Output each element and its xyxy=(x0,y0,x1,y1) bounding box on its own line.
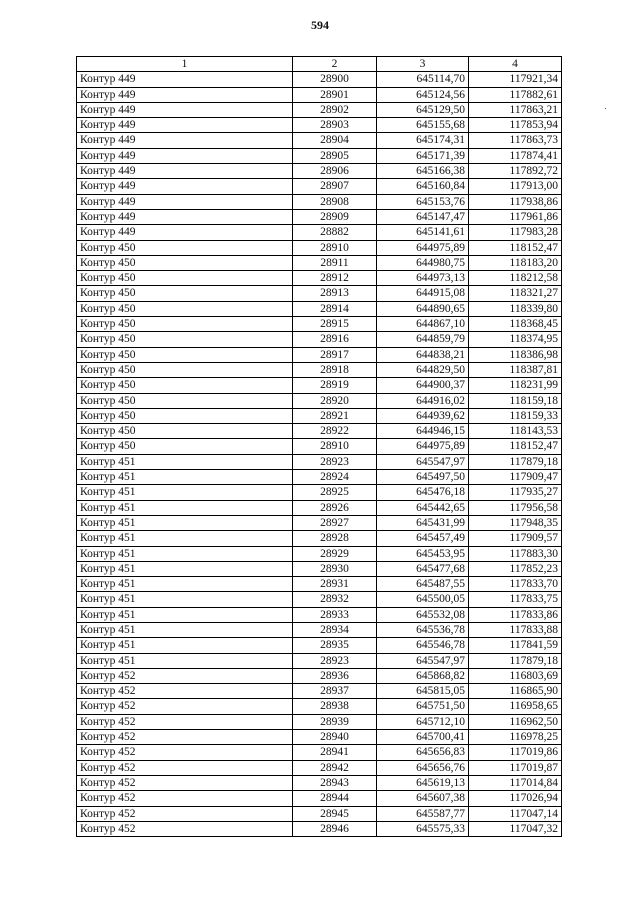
contour-name-cell: Контур 451 xyxy=(77,638,293,653)
x-coordinate-cell: 645546,78 xyxy=(377,638,469,653)
table-row xyxy=(77,393,562,408)
point-number-cell: 28921 xyxy=(293,408,377,423)
y-coordinate-cell: 116803,69 xyxy=(469,668,562,683)
y-coordinate-cell: 118152,47 xyxy=(469,240,562,255)
contour-name-cell: Контур 449 xyxy=(77,72,293,87)
contour-name-cell: Контур 450 xyxy=(77,362,293,377)
y-coordinate-cell: 118143,53 xyxy=(469,424,562,439)
contour-name-cell: Контур 450 xyxy=(77,317,293,332)
table-row xyxy=(77,821,562,836)
table-row xyxy=(77,72,562,87)
x-coordinate-cell: 645497,50 xyxy=(377,470,469,485)
point-number-cell: 28944 xyxy=(293,791,377,806)
y-coordinate-cell: 117833,86 xyxy=(469,607,562,622)
table-row xyxy=(77,699,562,714)
y-coordinate-cell: 117909,47 xyxy=(469,470,562,485)
column-header-1: 1 xyxy=(77,57,293,72)
x-coordinate-cell: 645547,97 xyxy=(377,653,469,668)
contour-name-cell: Контур 450 xyxy=(77,271,293,286)
column-header-2: 2 xyxy=(293,57,377,72)
y-coordinate-cell: 117956,58 xyxy=(469,500,562,515)
table-row xyxy=(77,500,562,515)
contour-name-cell: Контур 450 xyxy=(77,424,293,439)
y-coordinate-cell: 116958,65 xyxy=(469,699,562,714)
x-coordinate-cell: 645453,95 xyxy=(377,546,469,561)
x-coordinate-cell: 645477,68 xyxy=(377,561,469,576)
x-coordinate-cell: 644946,15 xyxy=(377,424,469,439)
contour-name-cell: Контур 450 xyxy=(77,439,293,454)
contour-name-cell: Контур 452 xyxy=(77,684,293,699)
table-row xyxy=(77,775,562,790)
point-number-cell: 28936 xyxy=(293,668,377,683)
contour-name-cell: Контур 452 xyxy=(77,821,293,836)
point-number-cell: 28922 xyxy=(293,424,377,439)
point-number-cell: 28931 xyxy=(293,577,377,592)
contour-name-cell: Контур 452 xyxy=(77,791,293,806)
table-row xyxy=(77,684,562,699)
x-coordinate-cell: 645532,08 xyxy=(377,607,469,622)
x-coordinate-cell: 644867,10 xyxy=(377,317,469,332)
coordinates-table xyxy=(76,56,562,837)
y-coordinate-cell: 117853,94 xyxy=(469,118,562,133)
point-number-cell: 28930 xyxy=(293,561,377,576)
table-row xyxy=(77,102,562,117)
table-row xyxy=(77,148,562,163)
contour-name-cell: Контур 449 xyxy=(77,133,293,148)
x-coordinate-cell: 644900,37 xyxy=(377,378,469,393)
point-number-cell: 28912 xyxy=(293,271,377,286)
point-number-cell: 28916 xyxy=(293,332,377,347)
y-coordinate-cell: 118386,98 xyxy=(469,347,562,362)
contour-name-cell: Контур 452 xyxy=(77,714,293,729)
contour-name-cell: Контур 449 xyxy=(77,148,293,163)
x-coordinate-cell: 645487,55 xyxy=(377,577,469,592)
y-coordinate-cell: 117892,72 xyxy=(469,164,562,179)
x-coordinate-cell: 645656,76 xyxy=(377,760,469,775)
y-coordinate-cell: 116962,50 xyxy=(469,714,562,729)
contour-name-cell: Контур 449 xyxy=(77,164,293,179)
x-coordinate-cell: 645114,70 xyxy=(377,72,469,87)
y-coordinate-cell: 118212,58 xyxy=(469,271,562,286)
contour-name-cell: Контур 451 xyxy=(77,546,293,561)
table-row xyxy=(77,240,562,255)
table-row xyxy=(77,271,562,286)
x-coordinate-cell: 645147,47 xyxy=(377,209,469,224)
y-coordinate-cell: 118374,95 xyxy=(469,332,562,347)
contour-name-cell: Контур 449 xyxy=(77,179,293,194)
table-row xyxy=(77,301,562,316)
table-row xyxy=(77,638,562,653)
point-number-cell: 28933 xyxy=(293,607,377,622)
contour-name-cell: Контур 452 xyxy=(77,668,293,683)
point-number-cell: 28926 xyxy=(293,500,377,515)
x-coordinate-cell: 644975,89 xyxy=(377,439,469,454)
x-coordinate-cell: 645587,77 xyxy=(377,806,469,821)
contour-name-cell: Контур 450 xyxy=(77,240,293,255)
contour-name-cell: Контур 449 xyxy=(77,118,293,133)
table-row xyxy=(77,286,562,301)
point-number-cell: 28943 xyxy=(293,775,377,790)
table-row xyxy=(77,378,562,393)
table-row xyxy=(77,164,562,179)
page-number: 594 xyxy=(311,18,329,32)
x-coordinate-cell: 645536,78 xyxy=(377,622,469,637)
y-coordinate-cell: 117019,87 xyxy=(469,760,562,775)
contour-name-cell: Контур 450 xyxy=(77,393,293,408)
contour-name-cell: Контур 451 xyxy=(77,577,293,592)
x-coordinate-cell: 645457,49 xyxy=(377,531,469,546)
point-number-cell: 28901 xyxy=(293,87,377,102)
table-row xyxy=(77,546,562,561)
contour-name-cell: Контур 452 xyxy=(77,745,293,760)
point-number-cell: 28934 xyxy=(293,622,377,637)
y-coordinate-cell: 118321,27 xyxy=(469,286,562,301)
y-coordinate-cell: 117863,21 xyxy=(469,102,562,117)
point-number-cell: 28904 xyxy=(293,133,377,148)
column-header-3: 3 xyxy=(377,57,469,72)
point-number-cell: 28908 xyxy=(293,194,377,209)
table-row xyxy=(77,332,562,347)
contour-name-cell: Контур 452 xyxy=(77,730,293,745)
y-coordinate-cell: 117014,84 xyxy=(469,775,562,790)
contour-name-cell: Контур 451 xyxy=(77,515,293,530)
table-row xyxy=(77,745,562,760)
table-row xyxy=(77,592,562,607)
contour-name-cell: Контур 451 xyxy=(77,561,293,576)
x-coordinate-cell: 645575,33 xyxy=(377,821,469,836)
point-number-cell: 28882 xyxy=(293,225,377,240)
x-coordinate-cell: 645815,05 xyxy=(377,684,469,699)
x-coordinate-cell: 645153,76 xyxy=(377,194,469,209)
contour-name-cell: Контур 450 xyxy=(77,347,293,362)
y-coordinate-cell: 116865,90 xyxy=(469,684,562,699)
y-coordinate-cell: 118339,80 xyxy=(469,301,562,316)
x-coordinate-cell: 645171,39 xyxy=(377,148,469,163)
y-coordinate-cell: 117833,70 xyxy=(469,577,562,592)
contour-name-cell: Контур 449 xyxy=(77,87,293,102)
point-number-cell: 28915 xyxy=(293,317,377,332)
point-number-cell: 28939 xyxy=(293,714,377,729)
table-header-row xyxy=(77,57,562,72)
x-coordinate-cell: 644980,75 xyxy=(377,255,469,270)
y-coordinate-cell: 117841,59 xyxy=(469,638,562,653)
table-row xyxy=(77,118,562,133)
point-number-cell: 28937 xyxy=(293,684,377,699)
x-coordinate-cell: 645174,31 xyxy=(377,133,469,148)
table-row xyxy=(77,87,562,102)
x-coordinate-cell: 645751,50 xyxy=(377,699,469,714)
point-number-cell: 28940 xyxy=(293,730,377,745)
x-coordinate-cell: 644916,02 xyxy=(377,393,469,408)
x-coordinate-cell: 645166,38 xyxy=(377,164,469,179)
point-number-cell: 28932 xyxy=(293,592,377,607)
table-body xyxy=(77,72,562,837)
x-coordinate-cell: 645607,38 xyxy=(377,791,469,806)
table-row xyxy=(77,485,562,500)
x-coordinate-cell: 645712,10 xyxy=(377,714,469,729)
y-coordinate-cell: 117852,23 xyxy=(469,561,562,576)
y-coordinate-cell: 117019,86 xyxy=(469,745,562,760)
y-coordinate-cell: 117874,41 xyxy=(469,148,562,163)
x-coordinate-cell: 644973,13 xyxy=(377,271,469,286)
x-coordinate-cell: 645431,99 xyxy=(377,515,469,530)
x-coordinate-cell: 645619,13 xyxy=(377,775,469,790)
point-number-cell: 28941 xyxy=(293,745,377,760)
point-number-cell: 28910 xyxy=(293,240,377,255)
table-row xyxy=(77,622,562,637)
x-coordinate-cell: 645868,82 xyxy=(377,668,469,683)
x-coordinate-cell: 645160,84 xyxy=(377,179,469,194)
contour-name-cell: Контур 449 xyxy=(77,194,293,209)
point-number-cell: 28923 xyxy=(293,653,377,668)
point-number-cell: 28910 xyxy=(293,439,377,454)
point-number-cell: 28903 xyxy=(293,118,377,133)
y-coordinate-cell: 117833,75 xyxy=(469,592,562,607)
contour-name-cell: Контур 451 xyxy=(77,485,293,500)
x-coordinate-cell: 645500,05 xyxy=(377,592,469,607)
point-number-cell: 28902 xyxy=(293,102,377,117)
y-coordinate-cell: 118159,18 xyxy=(469,393,562,408)
table-row xyxy=(77,133,562,148)
x-coordinate-cell: 645476,18 xyxy=(377,485,469,500)
contour-name-cell: Контур 450 xyxy=(77,286,293,301)
y-coordinate-cell: 117961,86 xyxy=(469,209,562,224)
table-row xyxy=(77,179,562,194)
y-coordinate-cell: 117882,61 xyxy=(469,87,562,102)
y-coordinate-cell: 117983,28 xyxy=(469,225,562,240)
table-row xyxy=(77,577,562,592)
contour-name-cell: Контур 449 xyxy=(77,209,293,224)
table-row xyxy=(77,760,562,775)
point-number-cell: 28928 xyxy=(293,531,377,546)
y-coordinate-cell: 117833,88 xyxy=(469,622,562,637)
point-number-cell: 28907 xyxy=(293,179,377,194)
margin-mark xyxy=(605,108,606,109)
table-row xyxy=(77,454,562,469)
table-row xyxy=(77,730,562,745)
y-coordinate-cell: 117047,32 xyxy=(469,821,562,836)
contour-name-cell: Контур 450 xyxy=(77,301,293,316)
table-row xyxy=(77,317,562,332)
point-number-cell: 28911 xyxy=(293,255,377,270)
contour-name-cell: Контур 450 xyxy=(77,255,293,270)
x-coordinate-cell: 644859,79 xyxy=(377,332,469,347)
table-row xyxy=(77,225,562,240)
y-coordinate-cell: 118368,45 xyxy=(469,317,562,332)
y-coordinate-cell: 118159,33 xyxy=(469,408,562,423)
x-coordinate-cell: 645442,65 xyxy=(377,500,469,515)
point-number-cell: 28909 xyxy=(293,209,377,224)
table-row xyxy=(77,408,562,423)
x-coordinate-cell: 645141,61 xyxy=(377,225,469,240)
contour-name-cell: Контур 449 xyxy=(77,225,293,240)
table-row xyxy=(77,255,562,270)
table-row xyxy=(77,347,562,362)
table-row xyxy=(77,714,562,729)
point-number-cell: 28942 xyxy=(293,760,377,775)
y-coordinate-cell: 117909,57 xyxy=(469,531,562,546)
table-row xyxy=(77,515,562,530)
contour-name-cell: Контур 450 xyxy=(77,408,293,423)
x-coordinate-cell: 645700,41 xyxy=(377,730,469,745)
point-number-cell: 28900 xyxy=(293,72,377,87)
point-number-cell: 28929 xyxy=(293,546,377,561)
y-coordinate-cell: 118183,20 xyxy=(469,255,562,270)
contour-name-cell: Контур 452 xyxy=(77,806,293,821)
contour-name-cell: Контур 451 xyxy=(77,500,293,515)
point-number-cell: 28924 xyxy=(293,470,377,485)
contour-name-cell: Контур 451 xyxy=(77,470,293,485)
x-coordinate-cell: 644829,50 xyxy=(377,362,469,377)
point-number-cell: 28927 xyxy=(293,515,377,530)
y-coordinate-cell: 117047,14 xyxy=(469,806,562,821)
table-row xyxy=(77,470,562,485)
y-coordinate-cell: 116978,25 xyxy=(469,730,562,745)
x-coordinate-cell: 644939,62 xyxy=(377,408,469,423)
contour-name-cell: Контур 451 xyxy=(77,454,293,469)
contour-name-cell: Контур 450 xyxy=(77,332,293,347)
point-number-cell: 28935 xyxy=(293,638,377,653)
x-coordinate-cell: 644890,65 xyxy=(377,301,469,316)
x-coordinate-cell: 645656,83 xyxy=(377,745,469,760)
x-coordinate-cell: 645547,97 xyxy=(377,454,469,469)
contour-name-cell: Контур 452 xyxy=(77,760,293,775)
table-row xyxy=(77,194,562,209)
y-coordinate-cell: 117879,18 xyxy=(469,653,562,668)
contour-name-cell: Контур 451 xyxy=(77,531,293,546)
contour-name-cell: Контур 449 xyxy=(77,102,293,117)
contour-name-cell: Контур 451 xyxy=(77,607,293,622)
point-number-cell: 28925 xyxy=(293,485,377,500)
y-coordinate-cell: 117883,30 xyxy=(469,546,562,561)
point-number-cell: 28946 xyxy=(293,821,377,836)
point-number-cell: 28917 xyxy=(293,347,377,362)
contour-name-cell: Контур 450 xyxy=(77,378,293,393)
y-coordinate-cell: 118231,99 xyxy=(469,378,562,393)
x-coordinate-cell: 644975,89 xyxy=(377,240,469,255)
table-row xyxy=(77,653,562,668)
x-coordinate-cell: 645129,50 xyxy=(377,102,469,117)
table-row xyxy=(77,806,562,821)
table-row xyxy=(77,531,562,546)
table-row xyxy=(77,439,562,454)
x-coordinate-cell: 644838,21 xyxy=(377,347,469,362)
y-coordinate-cell: 118152,47 xyxy=(469,439,562,454)
y-coordinate-cell: 117935,27 xyxy=(469,485,562,500)
table-row xyxy=(77,209,562,224)
contour-name-cell: Контур 452 xyxy=(77,775,293,790)
point-number-cell: 28945 xyxy=(293,806,377,821)
contour-name-cell: Контур 451 xyxy=(77,653,293,668)
point-number-cell: 28919 xyxy=(293,378,377,393)
table-row xyxy=(77,607,562,622)
contour-name-cell: Контур 452 xyxy=(77,699,293,714)
point-number-cell: 28906 xyxy=(293,164,377,179)
x-coordinate-cell: 644915,08 xyxy=(377,286,469,301)
contour-name-cell: Контур 451 xyxy=(77,592,293,607)
table-row xyxy=(77,362,562,377)
contour-name-cell: Контур 451 xyxy=(77,622,293,637)
table-row xyxy=(77,561,562,576)
y-coordinate-cell: 117921,34 xyxy=(469,72,562,87)
x-coordinate-cell: 645155,68 xyxy=(377,118,469,133)
y-coordinate-cell: 118387,81 xyxy=(469,362,562,377)
point-number-cell: 28918 xyxy=(293,362,377,377)
point-number-cell: 28923 xyxy=(293,454,377,469)
y-coordinate-cell: 117879,18 xyxy=(469,454,562,469)
point-number-cell: 28905 xyxy=(293,148,377,163)
table-row xyxy=(77,791,562,806)
x-coordinate-cell: 645124,56 xyxy=(377,87,469,102)
y-coordinate-cell: 117026,94 xyxy=(469,791,562,806)
point-number-cell: 28920 xyxy=(293,393,377,408)
y-coordinate-cell: 117938,86 xyxy=(469,194,562,209)
y-coordinate-cell: 117913,00 xyxy=(469,179,562,194)
point-number-cell: 28914 xyxy=(293,301,377,316)
point-number-cell: 28938 xyxy=(293,699,377,714)
point-number-cell: 28913 xyxy=(293,286,377,301)
column-header-4: 4 xyxy=(469,57,562,72)
table-row xyxy=(77,668,562,683)
table-row xyxy=(77,424,562,439)
y-coordinate-cell: 117863,73 xyxy=(469,133,562,148)
y-coordinate-cell: 117948,35 xyxy=(469,515,562,530)
